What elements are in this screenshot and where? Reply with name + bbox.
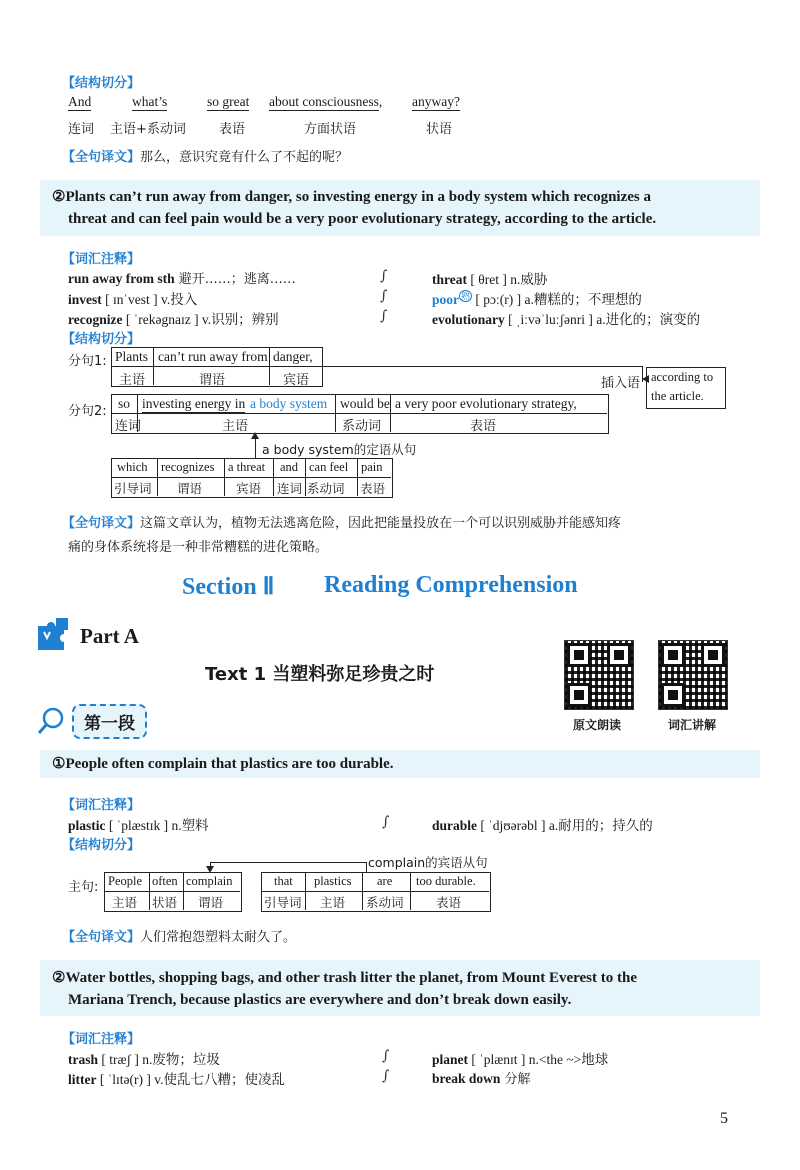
role: 主语 — [112, 895, 138, 910]
role: 连词 — [115, 419, 142, 434]
role: 谓语 — [198, 895, 224, 910]
struct-label: 【结构切分】 — [62, 76, 141, 91]
role: 谓语 — [199, 373, 226, 388]
section-title: Section Ⅱ — [182, 574, 275, 600]
section-subtitle: Reading Comprehension — [324, 572, 578, 598]
token: a threat — [228, 460, 266, 474]
token: And — [68, 94, 92, 109]
role: 状语 — [152, 895, 178, 910]
translation-line — [62, 512, 621, 532]
token: pain — [361, 460, 383, 474]
qr-code-icon[interactable] — [658, 640, 728, 710]
token: and — [280, 460, 299, 474]
trans-label: 【全句译文】 — [62, 516, 141, 531]
vocab-word: run away from sth — [68, 271, 175, 286]
token: People — [108, 874, 143, 888]
role: 表语 — [219, 122, 246, 137]
vocab-word: invest — [68, 292, 102, 307]
token: are — [377, 874, 393, 888]
vocab-def: [ θret ] n.威胁 — [467, 272, 548, 287]
token: can’t run away from — [158, 349, 268, 364]
vocab-def: 避开……；逃离…… — [174, 272, 296, 287]
vocab-def: [ pɔː(r) ] a.糟糕的；不理想的 — [472, 292, 642, 307]
insert-label: 插入语 — [601, 376, 641, 391]
clause-label: 分句2: — [68, 404, 107, 419]
role: 主语 — [222, 419, 249, 434]
vocab-def: [ ˈrekəgnaɪz ] v.识别；辨别 — [122, 312, 279, 327]
magnifier-icon — [36, 706, 66, 736]
sentence: threat and can feel pain would be a very poor evolutionary strategy, according to the article. — [68, 211, 657, 227]
vocab-def: [ ˈlɪtə(r) ] v.使乱七八糟；使凌乱 — [96, 1072, 285, 1087]
token: recognizes — [161, 460, 215, 474]
divider-icon: ∫ — [382, 1068, 390, 1084]
sentence: Mariana Trench, because plastics are everywhere and don’t break down easily. — [68, 992, 572, 1008]
role: 表语 — [360, 481, 386, 496]
obj-clause-label: complain的宾语从句 — [368, 855, 488, 870]
token: anyway? — [412, 94, 460, 109]
divider-icon: ∫ — [380, 288, 388, 304]
token: so great — [207, 94, 250, 109]
role: 宾语 — [236, 481, 262, 496]
token: often — [152, 874, 178, 888]
qr-code-icon[interactable] — [564, 640, 634, 710]
insert-text: the article. — [651, 389, 704, 403]
role: 主语 — [320, 895, 346, 910]
vocab-word: evolutionary — [432, 312, 505, 327]
token: investing energy in — [142, 396, 246, 411]
vocab-word: break down — [432, 1071, 501, 1086]
token: plastics — [314, 874, 352, 888]
translation: 人们常抱怨塑料太耐久了。 — [140, 930, 297, 945]
token: Plants — [115, 349, 149, 364]
role: 宾语 — [283, 373, 310, 388]
insert-text: according to — [651, 370, 714, 384]
qr-label: 原文朗读 — [573, 718, 622, 732]
struct-label: 【结构切分】 — [62, 332, 141, 347]
text-title: Text 1 当塑料弥足珍贵之时 — [205, 664, 435, 685]
token-comma: , — [378, 94, 383, 109]
divider-icon: ∫ — [382, 814, 390, 830]
token: about consciousness — [269, 94, 379, 109]
vocab-def: [ ɪnˈvest ] v.投入 — [101, 292, 198, 307]
vocab-def: 分解 — [500, 1072, 531, 1087]
translation: 那么，意识究竟有什么了不起的呢？ — [140, 150, 349, 165]
token: would be — [340, 396, 390, 411]
token: so — [118, 396, 131, 411]
vocab-def: [ ˌiːvəˈluːʃənri ] a.进化的；演变的 — [504, 312, 701, 327]
divider-icon: ∫ — [380, 308, 388, 324]
vocab-def: [ ˈplænɪt ] n.<the ~>地球 — [468, 1052, 609, 1067]
role: 表语 — [470, 419, 497, 434]
vocab-word: trash — [68, 1052, 98, 1067]
part-title: Part A — [80, 624, 139, 648]
role: 引导词 — [264, 895, 302, 910]
vocab-def: [ ˈplæstɪk ] n.塑料 — [105, 818, 209, 833]
translation-line — [62, 146, 348, 166]
translation: 痛的身体系统将是一种非常糟糕的进化策略。 — [68, 540, 329, 555]
trans-label: 【全句译文】 — [62, 930, 141, 945]
vocab-word: threat — [432, 272, 467, 287]
role: 系动词 — [307, 481, 345, 496]
main-label: 主句: — [68, 880, 99, 895]
role: 谓语 — [177, 481, 203, 496]
vocab-def: [ træʃ ] n.废物；垃圾 — [98, 1052, 220, 1067]
vocab-word: durable — [432, 818, 478, 833]
vocab-word: planet — [432, 1052, 469, 1067]
token: can feel — [309, 460, 349, 474]
translation: 这篇文章认为，植物无法逃离危险，因此把能量投放在一个可以识别威胁并能感知疼 — [140, 516, 622, 531]
vocab-word: plastic — [68, 818, 106, 833]
role: 表语 — [436, 895, 462, 910]
struct-label: 【结构切分】 — [62, 838, 141, 853]
familiar-mark: 熟 — [461, 290, 471, 301]
token: danger, — [273, 349, 313, 364]
role: 引导词 — [114, 481, 152, 496]
role: 连词 — [68, 122, 95, 137]
role: 方面状语 — [304, 122, 357, 137]
sentence: ①People often complain that plastics are too durable. — [52, 756, 394, 772]
sentence: ②Water bottles, shopping bags, and other trash litter the planet, from Mount Everest to the — [52, 970, 637, 986]
token-highlight: a body system — [250, 396, 328, 411]
token: too durable. — [416, 874, 476, 888]
vocab-word: poor — [432, 292, 459, 307]
token: that — [274, 874, 293, 888]
trans-label: 【全句译文】 — [62, 150, 141, 165]
role: 系动词 — [366, 895, 404, 910]
divider-icon: ∫ — [380, 268, 388, 284]
token: which — [117, 460, 148, 474]
divider-icon: ∫ — [382, 1048, 390, 1064]
vocab-label: 【词汇注释】 — [62, 798, 141, 813]
qr-label: 词汇讲解 — [668, 718, 717, 732]
attr-label: a body system的定语从句 — [262, 442, 417, 457]
vocab-word: recognize — [68, 312, 123, 327]
vocab-label: 【词汇注释】 — [62, 252, 141, 267]
clause-label: 分句1: — [68, 354, 107, 369]
vocab-label: 【词汇注释】 — [62, 1032, 141, 1047]
role: 连词 — [277, 481, 303, 496]
role: 主语+系动词 — [110, 122, 186, 137]
token: a very poor evolutionary strategy, — [395, 396, 577, 411]
role: 主语 — [119, 373, 146, 388]
puzzle-icon — [36, 616, 72, 652]
paragraph-title: 第一段 — [72, 704, 147, 739]
token: what’s — [132, 94, 168, 109]
role: 系动词 — [342, 419, 382, 434]
page-number: 5 — [720, 1110, 728, 1127]
token: complain — [186, 874, 233, 888]
vocab-def: [ ˈdjʊərəbl ] a.耐用的；持久的 — [477, 818, 653, 833]
top-tokens — [68, 94, 91, 110]
sentence: ②Plants can’t run away from danger, so investing energy in a body system which recognizes a — [52, 189, 652, 205]
role: 状语 — [426, 122, 453, 137]
translation-line — [62, 926, 296, 946]
vocab-word: litter — [68, 1072, 97, 1087]
